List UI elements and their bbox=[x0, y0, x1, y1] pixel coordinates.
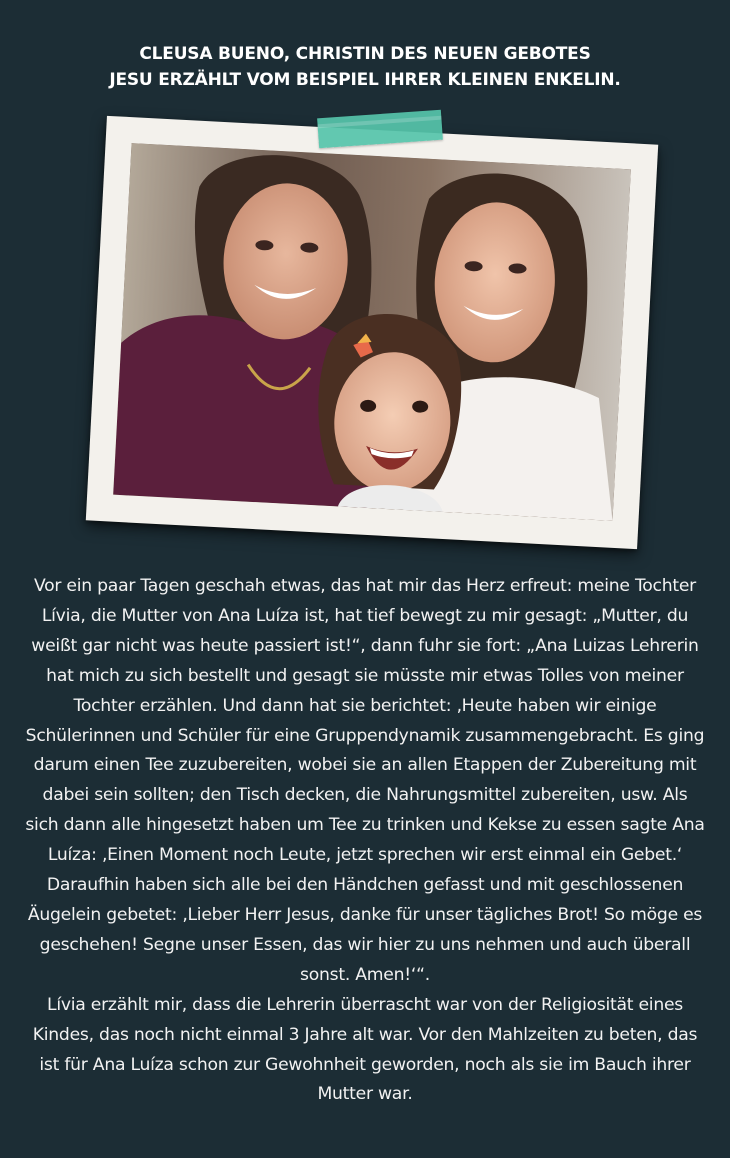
title-line-1: CLEUSA BUENO, CHRISTIN DES NEUEN GEBOTES bbox=[139, 44, 591, 65]
family-photo bbox=[113, 143, 631, 521]
title-line-2: JESU ERZÄHLT VOM BEISPIEL IHRER KLEINEN ENKELIN. bbox=[109, 70, 621, 91]
story-text bbox=[24, 572, 706, 1110]
page-title bbox=[0, 41, 730, 93]
story-paragraph-1: Vor ein paar Tagen geschah etwas, das hat mir das Herz erfreut: meine Tochter Lívia, die Mutter von Ana Luíza ist, hat tief bewegt zu mir gesagt: „Mutter, du weißt gar nicht was heute passiert ist!“, dann fuhr sie fort: „Ana Luizas Lehrerin hat mich zu sich bestellt und gesagt sie müsste mir etwas Tolles von meiner Tochter erzählen. Und dann hat sie berichtet: ‚Heute haben wir einige Schülerinnen und Schüler für eine Gruppendynamik zusammengebracht. Es ging darum einen Tee zuzubereiten, wobei sie an allen Etappen der Zubereitung mit dabei sein sollten; den Tisch decken, die Nahrungsmittel zubereiten, usw. Als sich dann alle hingesetzt haben um Tee zu trinken und Kekse zu essen sagte Ana Luíza: ‚Einen Moment noch Leute, jetzt sprechen wir erst einmal ein Gebet.‘ Daraufhin haben sich alle bei den Händchen gefasst und mit geschlossenen Äugelein gebetet: ‚Lieber Herr Jesus, danke für unser tägliches Brot! So möge es geschehen! Segne unser Essen, das wir hier zu uns nehmen und auch überall sonst. Amen!‘“. bbox=[25, 576, 705, 985]
story-paragraph-2: Lívia erzählt mir, dass die Lehrerin überrascht war von der Religiosität eines Kindes, das noch nicht einmal 3 Jahre alt war. Vor den Mahlzeiten zu beten, das ist für Ana Luíza schon zur Gewohnheit geworden, noch als sie im Bauch ihrer Mutter war. bbox=[32, 994, 698, 1105]
polaroid-frame bbox=[86, 116, 658, 549]
